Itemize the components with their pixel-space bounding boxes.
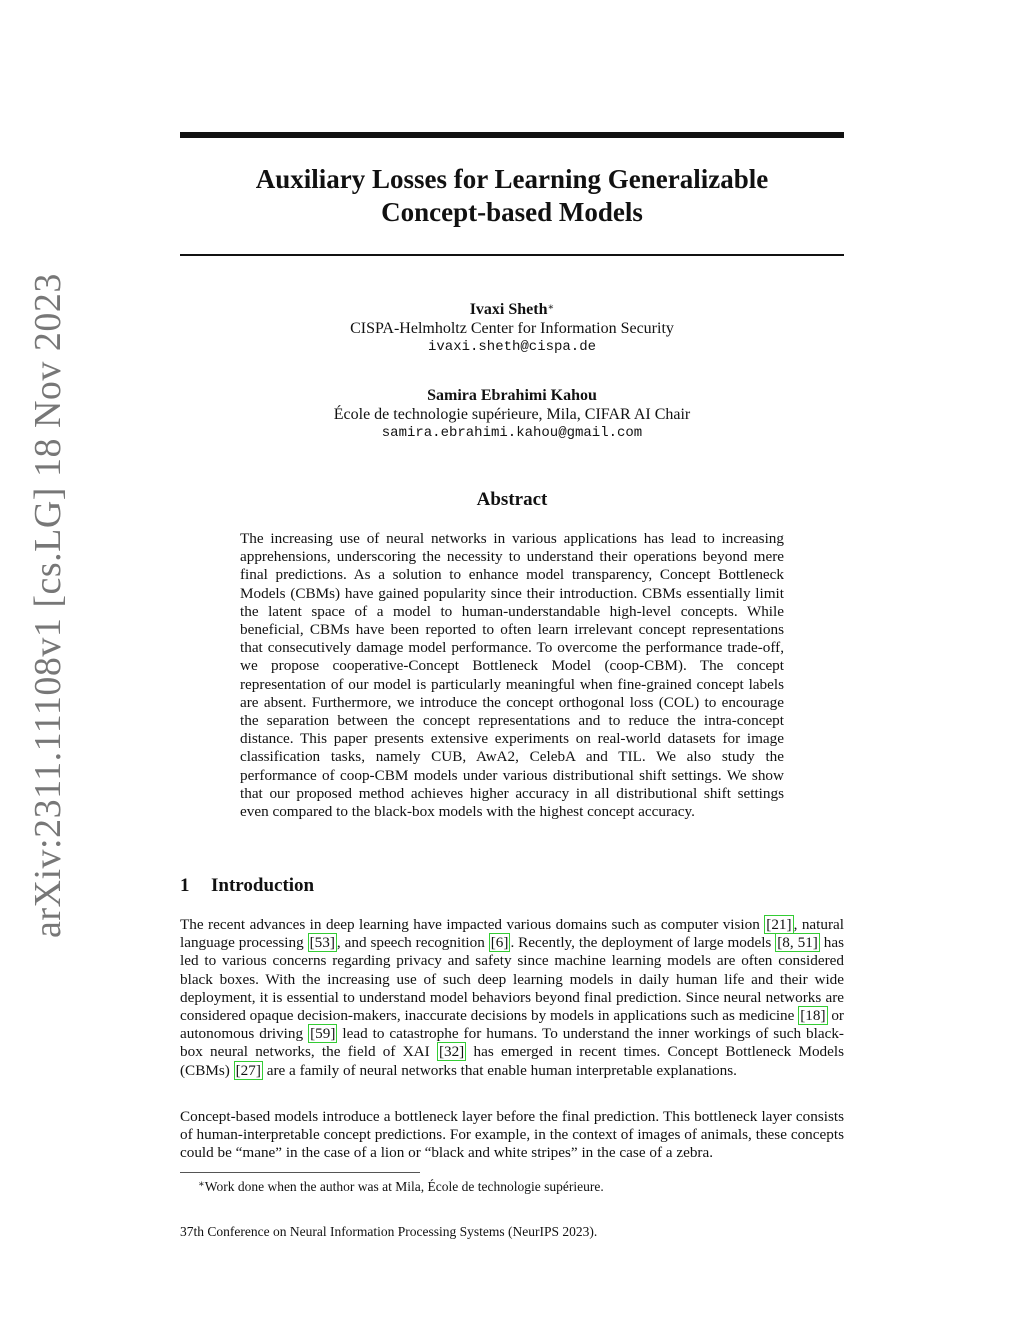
author-email[interactable]: samira.ebrahimi.kahou@gmail.com bbox=[381, 425, 643, 441]
citation-link[interactable]: [8, 51] bbox=[777, 934, 818, 952]
text-run: The recent advances in deep learning have impacted various domains such as computer vision bbox=[180, 916, 765, 933]
citation-link[interactable]: [27] bbox=[235, 1061, 261, 1079]
footnote-rule bbox=[180, 1172, 420, 1173]
author-affiliation: École de technologie supérieure, Mila, CIFAR AI Chair bbox=[333, 406, 691, 423]
author-affiliation: CISPA-Helmholtz Center for Information Security bbox=[350, 320, 674, 337]
intro-paragraph-2: Concept-based models introduce a bottleneck layer before the final prediction. This bottleneck layer consists of human-interpretable concept predictions. For example, in the context of images of animals, these concepts could be “mane” in the case of a lion or “black and white stripes” in the case of a zebra. bbox=[180, 1108, 844, 1162]
paper-title bbox=[180, 163, 844, 229]
author-footnote-mark: ∗ bbox=[547, 302, 555, 313]
citation-link[interactable]: [59] bbox=[310, 1025, 336, 1043]
text-run: , natural language processing bbox=[180, 916, 844, 952]
citation-link[interactable]: [32] bbox=[438, 1043, 465, 1061]
citation-link[interactable]: [18] bbox=[800, 1007, 826, 1025]
title-top-rule bbox=[180, 132, 844, 138]
text-run: are a family of neural networks that enable human interpretable explanations. bbox=[262, 1061, 737, 1079]
title-line-2: Concept-based Models bbox=[381, 197, 643, 227]
section-heading bbox=[180, 875, 314, 897]
author-2 bbox=[180, 386, 844, 443]
venue-line: 37th Conference on Neural Information Processing Systems (NeurIPS 2023). bbox=[180, 1224, 598, 1239]
abstract-text: The increasing use of neural networks in various applications has lead to increasing apprehensions, underscoring the necessity to understand their operations beyond mere final predictions. As a solution to enhance model transparency, Concept Bottleneck Models (CBMs) have gained popularity since their introduction. CBMs essentially limit the latent space of a model to human-understandable high-level concepts. While beneficial, CBMs have been reported to often learn irrelevant concept representations that consecutively damage model performance. To overcome the performance trade-off, we propose cooperative-Concept Bottleneck Model (coop-CBM). The concept representation of our model is particularly meaningful when fine-grained concept labels are absent. Furthermore, we introduce the concept orthogonal loss (COL) to encourage the separation between the concept representations and to reduce the intra-concept distance. This paper presents extensive experiments on real-world datasets for image classification tasks, namely CUB, AwA2, CelebA and TIL. We also study the performance of coop-CBM models under various distributional shift settings. We show that our proposed method achieves higher accuracy in all distributional shift settings even compared to the black-box models with the highest concept accuracy. bbox=[240, 530, 784, 821]
section-number: 1 bbox=[180, 875, 190, 896]
author-name: Samira Ebrahimi Kahou bbox=[427, 387, 597, 404]
intro-paragraph-1 bbox=[180, 916, 844, 1080]
text-run: has emerged in recent times. Concept Bottleneck Models (CBMs) bbox=[180, 1043, 845, 1079]
text-run: or autonomous driving bbox=[180, 1007, 844, 1043]
title-bottom-rule bbox=[180, 254, 844, 256]
text-run: . Recently, the deployment of large models bbox=[510, 934, 776, 952]
text-run: lead to catastrophe for humans. To understand the inner workings of such black-box neural networks, the field of XAI bbox=[180, 1025, 844, 1061]
citation-link[interactable]: [53] bbox=[309, 934, 335, 952]
author-email[interactable]: ivaxi.sheth@cispa.de bbox=[427, 339, 597, 355]
citation-link[interactable]: [21] bbox=[766, 916, 792, 933]
footnote-text: Work done when the author was at Mila, École de technologie supérieure. bbox=[204, 1179, 604, 1194]
footnote bbox=[198, 1178, 604, 1195]
section-title: Introduction bbox=[211, 875, 315, 896]
citation-link[interactable]: [6] bbox=[490, 934, 509, 952]
text-run: has led to various concerns regarding privacy and safety since machine learning models are often considered black boxes. With the increasing use of such deep learning models in daily human life and their wide deployment, it is essential to understand model behaviors beyond final prediction. Since neural networks are considered opaque decision-makers, inaccurate decisions by models in applications such as medicine bbox=[180, 934, 845, 1025]
text-run: , and speech recognition bbox=[336, 934, 489, 952]
title-line-1: Auxiliary Losses for Learning Generalizable bbox=[255, 164, 769, 194]
abstract-heading: Abstract bbox=[476, 489, 548, 510]
footnote-mark: ∗ bbox=[198, 1179, 205, 1190]
author-1 bbox=[180, 300, 844, 357]
arxiv-stamp: arXiv:2311.11108v1 [cs.LG] 18 Nov 2023 bbox=[27, 273, 69, 938]
author-name: Ivaxi Sheth bbox=[469, 301, 548, 318]
